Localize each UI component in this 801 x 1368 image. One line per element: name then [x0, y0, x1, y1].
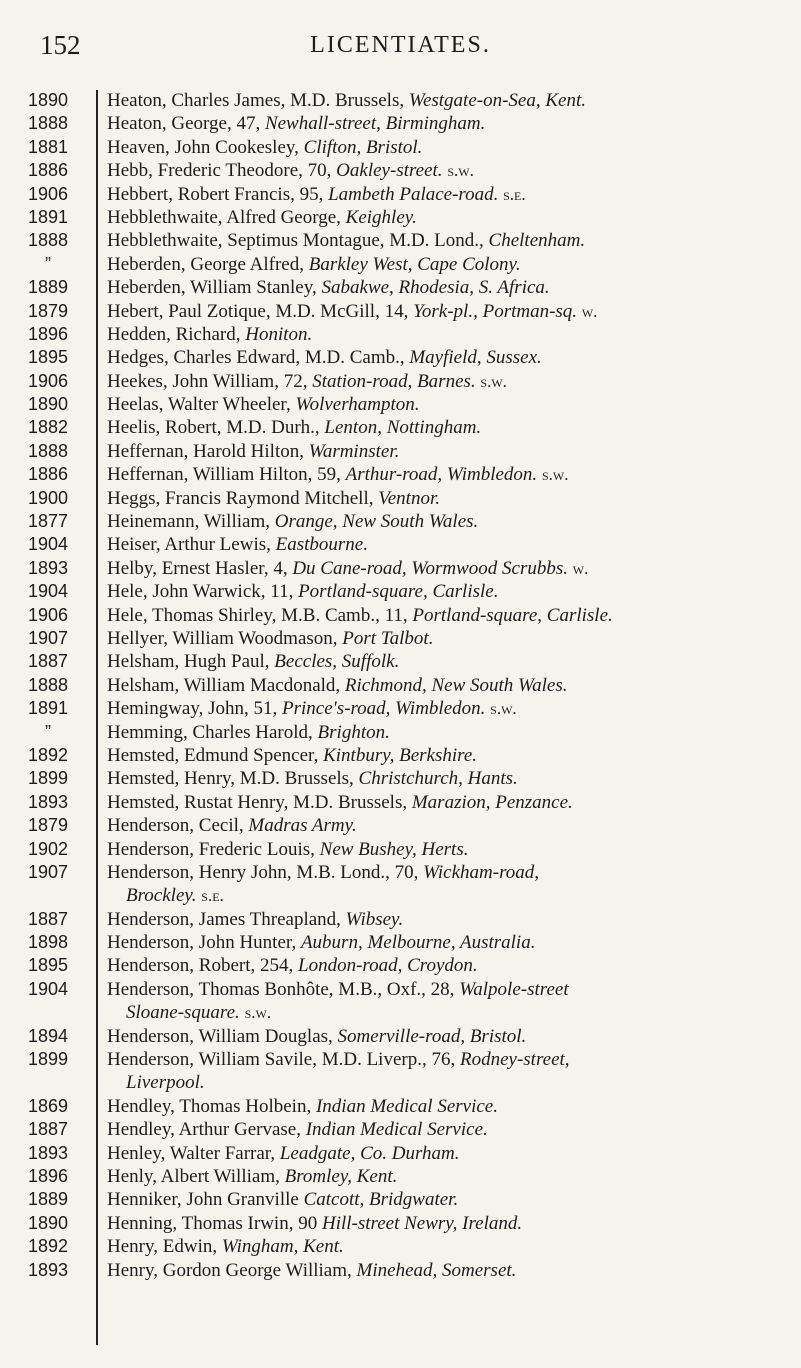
entry-text [94, 300, 801, 323]
list-item [0, 838, 801, 861]
entry-text [94, 393, 801, 416]
list-item [0, 884, 801, 907]
entry-location: London-road, Croydon. [298, 955, 478, 977]
entry-text [94, 650, 801, 673]
entry-year: ” [45, 721, 51, 742]
entry-text [94, 346, 801, 369]
entry-postal-district: s.w. [447, 161, 474, 181]
entry-year: 1881 [27, 136, 69, 157]
list-item [0, 814, 801, 837]
entry-name: Hebbert, Robert Francis, 95, [107, 183, 324, 205]
entry-name: Heaton, Charles James, M.D. Brussels, [107, 90, 405, 111]
entry-name: Henderson, Robert, 254, [107, 955, 294, 977]
entry-text [94, 323, 801, 346]
entry-text [94, 954, 801, 977]
list-item [0, 1118, 801, 1141]
entry-name: Hendley, Arthur Gervase, [107, 1119, 301, 1141]
entry-text [94, 136, 801, 159]
list-item [0, 557, 801, 580]
entry-text [94, 1235, 801, 1258]
entry-location: Clifton, Bristol. [303, 136, 423, 158]
entry-name: Henry, Gordon George William, [107, 1259, 352, 1281]
entry-text [94, 1095, 801, 1118]
entry-year: 1888 [27, 230, 69, 251]
entry-text [94, 1025, 801, 1048]
list-item [0, 136, 801, 159]
entry-year: 1898 [27, 932, 69, 953]
entry-text [94, 112, 801, 135]
entry-text [94, 1259, 801, 1282]
entry-text [94, 931, 801, 954]
entry-name: Henley, Walter Farrar, [107, 1142, 276, 1164]
entry-text [94, 440, 801, 463]
entry-name: Hebblethwaite, Alfred George, [107, 206, 341, 228]
entry-name: Helsham, William Macdonald, [107, 674, 341, 696]
entry-location: Rodney-street, [459, 1049, 570, 1071]
entry-location: Cheltenham. [488, 230, 586, 252]
entry-location: Honiton. [245, 323, 313, 345]
entry-text [94, 1118, 801, 1141]
running-head: LICENTIATES. [310, 32, 491, 58]
list-item [0, 931, 801, 954]
list-item [0, 861, 801, 884]
entry-location: Keighley. [345, 206, 417, 228]
entry-location: Hill-street Newry, Ireland. [321, 1212, 523, 1234]
entry-year: 1892 [27, 744, 69, 765]
entry-name: Henning, Thomas Irwin, 90 [107, 1212, 318, 1234]
entry-year: 1893 [27, 791, 69, 812]
entry-name: Hebb, Frederic Theodore, 70, [107, 160, 332, 182]
entry-location: Du Cane-road, Wormwood Scrubbs. [292, 557, 569, 579]
list-item [0, 463, 801, 486]
entry-year: 1900 [27, 487, 69, 508]
entry-name: Hemming, Charles Harold, [107, 721, 313, 743]
entry-location: Lenton, Nottingham. [324, 417, 482, 439]
entry-text [94, 744, 801, 767]
list-item [0, 440, 801, 463]
list-item [0, 346, 801, 369]
entry-text [94, 697, 801, 720]
entry-year: 1904 [27, 534, 69, 555]
entry-location: Barkley West, Cape Colony. [308, 253, 521, 275]
entry-name: Heberden, William Stanley, [107, 277, 317, 299]
page-header [0, 22, 801, 62]
list-item [0, 604, 801, 627]
list-item [0, 1259, 801, 1282]
list-item [0, 697, 801, 720]
entry-year [0, 1071, 94, 1094]
entry-year: 1879 [27, 300, 69, 321]
entry-location: Walpole-street [459, 978, 569, 1000]
entry-location: Sloane-square. [126, 1002, 240, 1024]
entry-text [94, 978, 801, 1001]
entry-year: 1888 [27, 674, 69, 695]
entry-text [94, 580, 801, 603]
entry-text [94, 510, 801, 533]
list-item [0, 908, 801, 931]
entry-location: Indian Medical Service. [305, 1119, 488, 1141]
entry-location: Christchurch, Hants. [358, 768, 518, 790]
entry-year: 1890 [27, 90, 69, 110]
entry-year: 1890 [27, 394, 69, 415]
entry-text [94, 767, 801, 790]
entry-location: Ventnor. [378, 487, 440, 509]
list-item [0, 767, 801, 790]
entry-location: Bromley, Kent. [284, 1165, 398, 1187]
entry-year: 1869 [27, 1095, 69, 1116]
list-item [0, 253, 801, 276]
entry-year: 1906 [27, 604, 69, 625]
entry-location: Portland-square, Carlisle. [298, 581, 499, 603]
list-item [0, 1048, 801, 1071]
entry-text [94, 183, 801, 206]
entry-year: 1887 [27, 1119, 69, 1140]
entry-name: Helby, Ernest Hasler, 4, [107, 557, 288, 579]
entry-location: Wickham-road, [423, 861, 540, 883]
entry-location: Wingham, Kent. [221, 1236, 344, 1258]
entry-location: Newhall-street, Birmingham. [264, 113, 486, 135]
list-item [0, 1095, 801, 1118]
entry-text [94, 1212, 801, 1235]
entry-year: 1906 [27, 183, 69, 204]
entry-year: 1887 [27, 908, 69, 929]
licentiate-list [0, 89, 801, 1282]
entry-location: New Bushey, Herts. [319, 838, 469, 860]
entry-text [94, 861, 801, 884]
entry-postal-district: s.w. [244, 1003, 272, 1023]
entry-location: Lambeth Palace-road. [328, 183, 499, 205]
list-item [0, 954, 801, 977]
entry-name: Hemsted, Rustat Henry, M.D. Brussels, [107, 791, 408, 813]
entry-year: 1891 [27, 206, 69, 227]
list-item [0, 112, 801, 135]
entry-name: Heelis, Robert, M.D. Durh., [107, 417, 320, 439]
entry-postal-district: w. [572, 558, 589, 578]
entry-location: Somerville-road, Bristol. [337, 1025, 527, 1047]
list-item [0, 276, 801, 299]
entry-text [94, 604, 801, 627]
entry-name: Heffernan, Harold Hilton, [107, 440, 304, 462]
entry-postal-district: s.w. [490, 699, 517, 719]
entry-location: Wolverhampton. [295, 394, 420, 416]
entry-year: 1907 [27, 861, 69, 882]
entry-name: Heekes, John William, 72, [107, 370, 308, 392]
entry-year: 1902 [27, 838, 69, 859]
entry-year: 1893 [27, 1259, 69, 1280]
entry-location: Westgate-on-Sea, Kent. [408, 90, 586, 111]
entry-postal-district: w. [581, 301, 598, 321]
entry-location: Station-road, Barnes. [312, 370, 476, 392]
list-item [0, 1142, 801, 1165]
entry-name: Hendley, Thomas Holbein, [107, 1095, 312, 1117]
entry-year: 1894 [27, 1025, 69, 1046]
entry-postal-district: s.w. [480, 371, 507, 391]
list-item [0, 89, 801, 112]
entry-text [94, 791, 801, 814]
entry-name: Hemsted, Edmund Spencer, [107, 744, 319, 766]
entry-text [94, 253, 801, 276]
entry-postal-district: s.e. [201, 886, 224, 906]
entry-text [94, 229, 801, 252]
entry-text [94, 674, 801, 697]
entry-year: 1887 [27, 651, 69, 672]
entry-text [94, 89, 801, 112]
entry-year: 1888 [27, 440, 69, 461]
entry-year: 1891 [27, 698, 69, 719]
entry-name: Henly, Albert William, [107, 1165, 280, 1187]
entry-text [94, 1001, 801, 1024]
entry-year: 1907 [27, 627, 69, 648]
entry-location: Brighton. [317, 721, 390, 743]
entry-text [94, 1071, 801, 1094]
entry-text [94, 1048, 801, 1071]
list-item [0, 674, 801, 697]
list-item [0, 1071, 801, 1094]
list-item [0, 1235, 801, 1258]
entry-name: Henderson, Thomas Bonhôte, M.B., Oxf., 28, [107, 978, 455, 1000]
page-number: 152 [40, 30, 81, 60]
entry-name: Henderson, Cecil, [107, 815, 244, 837]
entry-name: Heberden, George Alfred, [107, 253, 304, 275]
list-item [0, 510, 801, 533]
entry-name: Hebert, Paul Zotique, M.D. McGill, 14, [107, 300, 409, 322]
list-item [0, 791, 801, 814]
entry-location: Beccles, Suffolk. [274, 651, 400, 673]
entry-name: Helsham, Hugh Paul, [107, 651, 270, 673]
entry-postal-district: s.e. [503, 184, 526, 204]
entry-year: 1879 [27, 815, 69, 836]
entry-year: 1888 [27, 113, 69, 134]
entry-name: Heaton, George, 47, [107, 113, 261, 135]
entry-name: Heggs, Francis Raymond Mitchell, [107, 487, 374, 509]
entry-name: Henderson, William Savile, M.D. Liverp., 76, [107, 1049, 456, 1071]
entry-year: 1889 [27, 277, 69, 298]
list-item [0, 1188, 801, 1211]
entry-name: Heiser, Arthur Lewis, [107, 534, 271, 556]
entry-year: 1904 [27, 978, 69, 999]
entry-year: 1896 [27, 1165, 69, 1186]
entry-year: 1890 [27, 1212, 69, 1233]
entry-year: 1893 [27, 1142, 69, 1163]
list-item [0, 978, 801, 1001]
list-item [0, 1165, 801, 1188]
entry-location: Warminster. [308, 440, 400, 462]
entry-year: 1899 [27, 768, 69, 789]
entry-year: 1906 [27, 370, 69, 391]
entry-name: Henderson, William Douglas, [107, 1025, 333, 1047]
list-item [0, 744, 801, 767]
entry-postal-district: s.w. [541, 465, 569, 485]
entry-text [94, 1188, 801, 1211]
entry-location: Eastbourne. [275, 534, 368, 556]
entry-text [94, 1142, 801, 1165]
entry-name: Hedges, Charles Edward, M.D. Camb., [107, 347, 405, 369]
list-item [0, 1212, 801, 1235]
entry-location: Auburn, Melbourne, Australia. [300, 932, 536, 954]
entry-year [0, 884, 94, 907]
entry-location: Orange, New South Wales. [274, 511, 479, 533]
entry-text [94, 838, 801, 861]
entry-text [94, 416, 801, 439]
entry-year: 1895 [27, 955, 69, 976]
entry-text [94, 533, 801, 556]
list-item [0, 159, 801, 182]
entry-text [94, 814, 801, 837]
list-item [0, 323, 801, 346]
entry-name: Henderson, Frederic Louis, [107, 838, 315, 860]
entry-location: Kintbury, Berkshire. [323, 744, 478, 766]
list-item [0, 229, 801, 252]
list-item [0, 370, 801, 393]
entry-year: 1877 [27, 511, 69, 532]
entry-text [94, 884, 801, 907]
entry-year: ” [45, 253, 51, 274]
list-item [0, 533, 801, 556]
entry-location: Madras Army. [248, 815, 357, 837]
list-item [0, 183, 801, 206]
entry-location: Arthur-road, Wimbledon. [345, 464, 538, 486]
list-item [0, 1001, 801, 1024]
entry-year: 1893 [27, 557, 69, 578]
entry-text [94, 908, 801, 931]
entry-name: Hele, John Warwick, 11, [107, 581, 294, 603]
entry-text [94, 276, 801, 299]
list-item [0, 416, 801, 439]
entry-location: Leadgate, Co. Durham. [279, 1142, 460, 1164]
list-item [0, 206, 801, 229]
entry-year: 1892 [27, 1236, 69, 1257]
entry-year: 1895 [27, 347, 69, 368]
entry-location: Catcott, Bridgwater. [303, 1189, 459, 1211]
entry-location: Wibsey. [345, 908, 404, 930]
entry-location: Portland-square, Carlisle. [412, 604, 613, 626]
entry-text [94, 721, 801, 744]
entry-year: 1896 [27, 323, 69, 344]
entry-text [94, 487, 801, 510]
entry-year: 1889 [27, 1189, 69, 1210]
entry-text [94, 159, 801, 182]
entry-year: 1886 [27, 160, 69, 181]
list-item [0, 650, 801, 673]
entry-year [0, 1001, 94, 1024]
entry-name: Hemingway, John, 51, [107, 698, 278, 720]
entry-year: 1899 [27, 1049, 69, 1070]
entry-name: Hele, Thomas Shirley, M.B. Camb., 11, [107, 604, 408, 626]
entry-year: 1886 [27, 464, 69, 485]
list-item [0, 487, 801, 510]
list-item [0, 300, 801, 323]
list-item [0, 721, 801, 744]
entry-year: 1882 [27, 417, 69, 438]
entry-name: Hebblethwaite, Septimus Montague, M.D. Lond., [107, 230, 484, 252]
entry-location: Sabakwe, Rhodesia, S. Africa. [321, 277, 550, 299]
entry-location: Minehead, Somerset. [356, 1259, 517, 1281]
entry-name: Henderson, Henry John, M.B. Lond., 70, [107, 861, 419, 883]
entry-name: Henderson, John Hunter, [107, 932, 297, 954]
entry-location: Richmond, New South Wales. [344, 674, 568, 696]
entry-name: Henry, Edwin, [107, 1236, 218, 1258]
entry-text [94, 463, 801, 486]
entry-text [94, 1165, 801, 1188]
entry-text [94, 557, 801, 580]
entry-name: Heelas, Walter Wheeler, [107, 394, 291, 416]
entry-location: Port Talbot. [342, 627, 434, 649]
entry-text [94, 370, 801, 393]
entry-location: Marazion, Penzance. [411, 791, 573, 813]
entry-location: Mayfield, Sussex. [409, 347, 542, 369]
entry-location: Oakley-street. [336, 160, 443, 182]
entry-name: Henderson, James Threapland, [107, 908, 341, 930]
entry-year: 1904 [27, 581, 69, 602]
list-item [0, 580, 801, 603]
entry-location: Liverpool. [126, 1072, 205, 1094]
entry-name: Hemsted, Henry, M.D. Brussels, [107, 768, 354, 790]
list-item [0, 627, 801, 650]
entry-text [94, 206, 801, 229]
entry-location: York-pl., Portman-sq. [413, 300, 578, 322]
entry-name: Hellyer, William Woodmason, [107, 627, 338, 649]
entry-name: Hedden, Richard, [107, 323, 241, 345]
entry-name: Henniker, John Granville [107, 1189, 299, 1211]
entry-name: Heffernan, William Hilton, 59, [107, 464, 341, 486]
entry-location: Indian Medical Service. [315, 1095, 498, 1117]
entry-name: Heinemann, William, [107, 511, 270, 533]
list-item [0, 393, 801, 416]
entry-name: Heaven, John Cookesley, [107, 136, 299, 158]
entry-text [94, 627, 801, 650]
list-item [0, 1025, 801, 1048]
entry-location: Brockley. [126, 885, 197, 907]
entry-location: Prince's-road, Wimbledon. [282, 698, 486, 720]
